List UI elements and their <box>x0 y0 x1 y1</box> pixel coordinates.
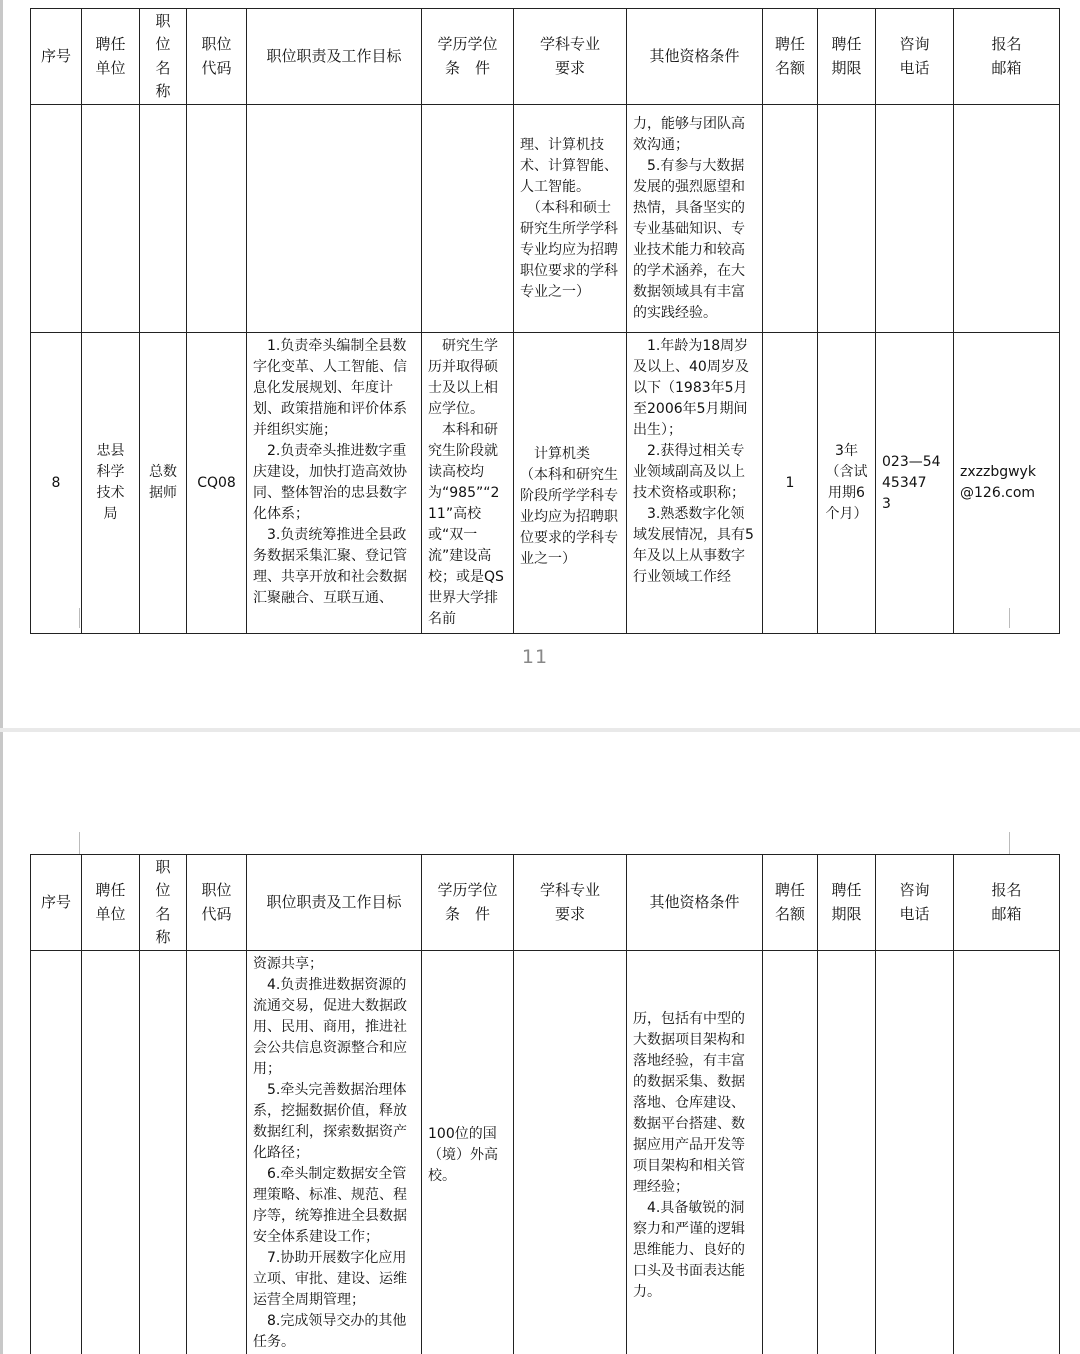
cell-other-continued: 历，包括有中型的大数据项目架构和落地经验，有丰富的数据采集、数据落地、仓库建设、数据平台搭建、数据应用产品开发等项目架构和相关管理经验； 4.具备敏锐的洞察力和严谨的逻辑思维能力、良好的口头及书面表达能力。 <box>627 951 763 1354</box>
cell-index: 8 <box>31 333 82 634</box>
header-duties: 职位职责及工作目标 <box>247 855 422 951</box>
header-index: 序号 <box>31 855 82 951</box>
cell-empty <box>31 951 82 1354</box>
header-quota: 聘任 名额 <box>763 855 818 951</box>
cell-empty <box>140 105 187 333</box>
header-quota: 聘任 名额 <box>763 9 818 105</box>
header-code: 职位 代码 <box>187 855 247 951</box>
crop-mark <box>79 608 80 628</box>
cell-phone: 023—5445347 3 <box>876 333 954 634</box>
header-education: 学历学位 条 件 <box>422 9 514 105</box>
cell-term: 3年 （含试用期6个月） <box>818 333 876 634</box>
header-duties: 职位职责及工作目标 <box>247 9 422 105</box>
header-code: 职位 代码 <box>187 9 247 105</box>
header-row <box>31 9 1060 105</box>
header-other: 其他资格条件 <box>627 9 763 105</box>
cell-empty <box>187 951 247 1354</box>
cell-education-continued: 100位的国（境）外高校。 <box>422 951 514 1354</box>
cell-education: 研究生学历并取得硕士及以上相应学位。 本科和研究生阶段就读高校均为“985”“211”高校或“双一流”建设高校；或是QS世界大学排名前 <box>422 333 514 634</box>
cell-empty <box>876 951 954 1354</box>
table-row-8 <box>31 333 1060 634</box>
cell-empty <box>140 951 187 1354</box>
header-term: 聘任 期限 <box>818 855 876 951</box>
cell-empty <box>818 105 876 333</box>
cell-empty <box>876 105 954 333</box>
header-email: 报名 邮箱 <box>954 855 1060 951</box>
header-phone: 咨询 电话 <box>876 855 954 951</box>
header-unit: 聘任 单位 <box>82 9 140 105</box>
cell-empty <box>422 105 514 333</box>
table-row-continued <box>31 105 1060 333</box>
page-number: 11 <box>521 646 549 668</box>
cell-empty <box>954 951 1060 1354</box>
crop-mark <box>79 832 80 854</box>
cell-empty <box>82 105 140 333</box>
cell-empty <box>514 951 627 1354</box>
header-index: 序号 <box>31 9 82 105</box>
crop-mark <box>1009 608 1010 628</box>
cell-email: zxzzbgwyk @126.com <box>954 333 1060 634</box>
cell-empty <box>763 105 818 333</box>
cell-empty <box>82 951 140 1354</box>
header-term: 聘任 期限 <box>818 9 876 105</box>
header-email: 报名 邮箱 <box>954 9 1060 105</box>
cell-quota: 1 <box>763 333 818 634</box>
header-position: 职 位 名 称 <box>140 9 187 105</box>
cell-position: 总数 据师 <box>140 333 187 634</box>
crop-mark <box>1009 832 1010 854</box>
header-education: 学历学位 条 件 <box>422 855 514 951</box>
cell-empty <box>187 105 247 333</box>
header-major: 学科专业 要求 <box>514 855 627 951</box>
cell-other: 1.年龄为18周岁及以上、40周岁及以下（1983年5月至2006年5月期间出生）； 2.获得过相关专业领域副高及以上技术资格或职称； 3.熟悉数字化领域发展情况，具有5年及以上从事数字行业领域工作经 <box>627 333 763 634</box>
cell-code: CQ08 <box>187 333 247 634</box>
job-table-page-2 <box>30 854 1060 1354</box>
header-row <box>31 855 1060 951</box>
cell-empty <box>954 105 1060 333</box>
document-page-2 <box>0 732 1080 1354</box>
cell-duties-continued: 资源共享； 4.负责推进数据资源的流通交易，促进大数据政用、民用、商用，推进社会公共信息资源整合和应用； 5.牵头完善数据治理体系，挖掘数据价值，释放数据红利，探索数据资产化路径； 6.牵头制定数据安全管理策略、标准、规范、程序等，统筹推进全县数据安全体系建设工作； 7.协助开展数字化应用立项、审批、建设、运维运营全周期管理； 8.完成领导交办的其他任务。 <box>247 951 422 1354</box>
cell-duties: 1.负责牵头编制全县数字化变革、人工智能、信息化发展规划、年度计划、政策措施和评价体系并组织实施； 2.负责牵头推进数字重庆建设，加快打造高效协同、整体智治的忠县数字化体系； 3.负责统筹推进全县政务数据采集汇聚、登记管理、共享开放和社会数据汇聚融合、互联互通、 <box>247 333 422 634</box>
page-edge <box>0 0 3 728</box>
cell-other-continued: 力，能够与团队高效沟通； 5.有参与大数据发展的强烈愿望和热情，具备坚实的专业基础知识、专业技术能力和较高的学术涵养，在大数据领域具有丰富的实践经验。 <box>627 105 763 333</box>
cell-empty <box>818 951 876 1354</box>
header-phone: 咨询 电话 <box>876 9 954 105</box>
cell-unit: 忠县 科学 技术 局 <box>82 333 140 634</box>
header-position: 职 位 名 称 <box>140 855 187 951</box>
table-row-8-continued <box>31 951 1060 1354</box>
cell-empty <box>31 105 82 333</box>
cell-major-continued: 理、计算机技术、计算智能、人工智能。 （本科和硕士研究生所学学科专业均应为招聘职位要求的学科专业之一） <box>514 105 627 333</box>
job-table-page-1 <box>30 8 1060 634</box>
page-edge <box>0 732 3 1354</box>
header-other: 其他资格条件 <box>627 855 763 951</box>
header-unit: 聘任 单位 <box>82 855 140 951</box>
header-major: 学科专业 要求 <box>514 9 627 105</box>
cell-major: 计算机类 （本科和研究生阶段所学学科专业均应为招聘职位要求的学科专业之一） <box>514 333 627 634</box>
cell-empty <box>247 105 422 333</box>
cell-empty <box>763 951 818 1354</box>
